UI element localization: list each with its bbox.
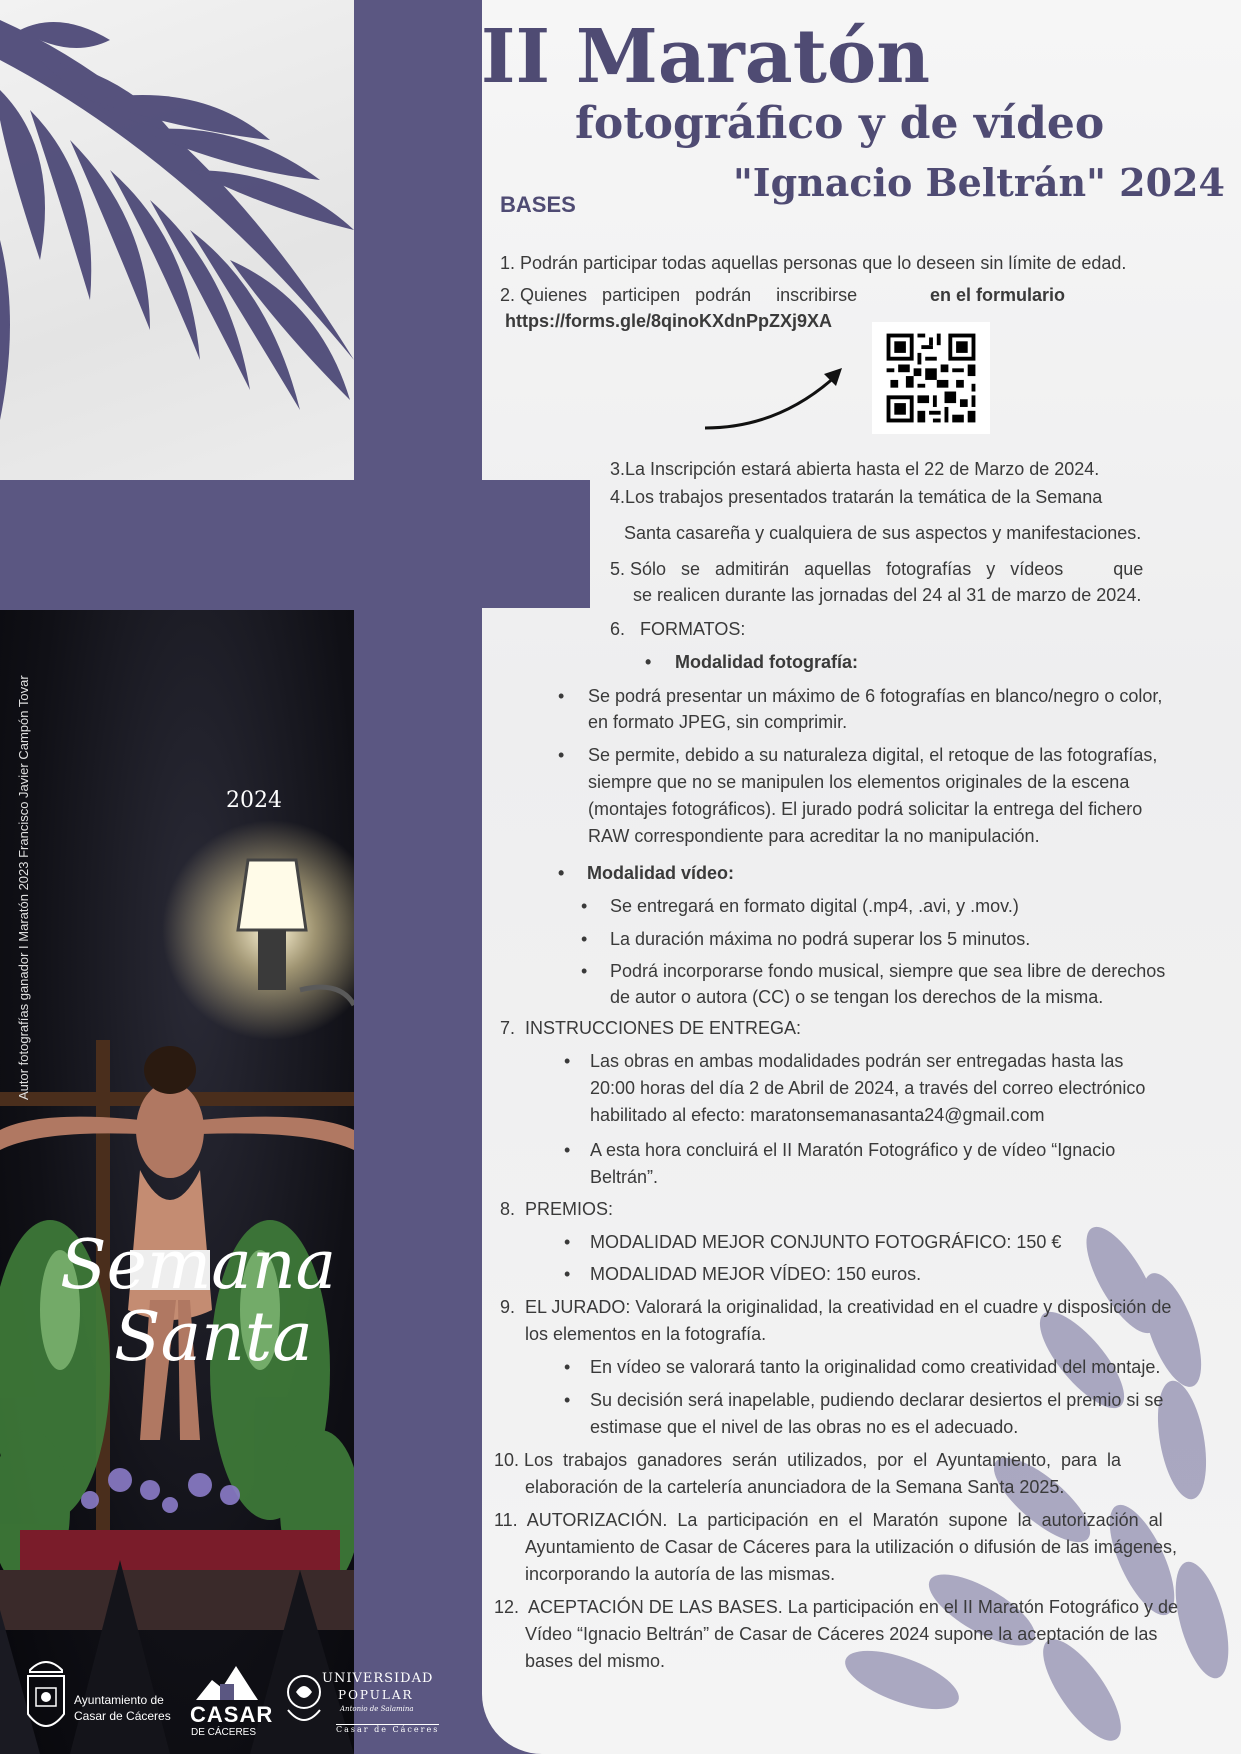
bullet: • [564, 1390, 571, 1410]
form-link[interactable]: https://forms.gle/8qinoKXdnPpZXj9XA [505, 311, 833, 331]
bullet: • [564, 1232, 571, 1252]
item-10-cont: elaboración de la cartelería anunciadora de la Semana Santa 2025. [525, 1477, 1065, 1497]
item-4-cont: Santa casareña y cualquiera de sus aspectos y manifestaciones. [624, 523, 1142, 543]
entrega-bullet-1: Las obras en ambas modalidades podrán ser entregadas hasta las [590, 1051, 1124, 1071]
item-6: 6. FORMATOS: [610, 619, 746, 639]
bullet: • [558, 745, 565, 765]
video-bullet-3: Podrá incorporarse fondo musical, siempre que sea libre de derechos [610, 961, 1166, 981]
video-bullet-2: La duración máxima no podrá superar los 5 minutos. [610, 929, 1031, 949]
foto-bullet-2-cont: RAW correspondiente para acreditar la no manipulación. [588, 826, 1040, 846]
bullet: • [564, 1357, 571, 1377]
video-heading: Modalidad vídeo: [587, 863, 735, 883]
item-2: 2. Quienes participen podrán inscribirse [500, 285, 858, 305]
item-8: 8. PREMIOS: [500, 1199, 614, 1219]
item-11-cont: Ayuntamiento de Casar de Cáceres para la utilización o difusión de las imágenes, [525, 1537, 1178, 1557]
up-line-3: Antonio de Salamina [340, 1705, 414, 1713]
poster-title [60, 1226, 337, 1377]
arrow-icon [700, 364, 850, 434]
item-7: 7. INSTRUCCIONES DE ENTREGA: [500, 1018, 802, 1038]
item-12: 12. ACEPTACIÓN DE LAS BASES. La participación en el II Maratón Fotográfico y de [494, 1597, 1178, 1617]
subtitle: fotográfico y de vídeo [575, 98, 1105, 149]
foto-bullet-2-cont: siempre que no se manipulen los elementos originales de la escena [588, 772, 1130, 792]
jury-bullet-2: Su decisión será inapelable, pudiendo declarar desiertos el premio si se [590, 1390, 1164, 1410]
bullet: • [581, 929, 588, 949]
bullet: • [564, 1051, 571, 1071]
coat-of-arms-icon [24, 1654, 68, 1738]
bullet: • [564, 1140, 571, 1160]
casar-logo-title: CASAR [190, 1702, 274, 1727]
item-3: 3.La Inscripción estará abierta hasta el 22 de Marzo de 2024. [610, 459, 1100, 479]
up-line-1: UNIVERSIDAD [322, 1671, 434, 1686]
item-12-cont: bases del mismo. [525, 1651, 666, 1671]
bullet: • [558, 686, 565, 706]
poster-title-line-1: Semana [60, 1226, 337, 1305]
poster-title-line-2: Santa [114, 1298, 313, 1377]
item-11-cont: incorporando la autoría de las mismas. [525, 1564, 836, 1584]
item-11: 11. AUTORIZACIÓN. La participación en el Maratón supone la autorización al [494, 1510, 1163, 1530]
entrega-bullet-2: A esta hora concluirá el II Maratón Fotográfico y de vídeo “Ignacio [590, 1140, 1116, 1160]
bases-heading: BASES [500, 192, 576, 217]
item-9: 9. EL JURADO: Valorará la originalidad, la creatividad en el cuadre y disposición de [500, 1297, 1172, 1317]
up-line-4: Casar de Cáceres [336, 1725, 440, 1734]
item-2-form: en el formulario [930, 285, 1066, 305]
foto-heading: Modalidad fotografía: [675, 652, 858, 672]
foto-bullet-1: Se podrá presentar un máximo de 6 fotografías en blanco/negro o color, [588, 686, 1163, 706]
poster-year: 2024 [226, 788, 282, 813]
casar-logo-icon [192, 1660, 262, 1704]
casar-logo-subtitle: DE CÁCERES [191, 1727, 257, 1738]
foto-bullet-1-cont: en formato JPEG, sin comprimir. [588, 712, 848, 732]
prize-2: MODALIDAD MEJOR VÍDEO: 150 euros. [590, 1264, 922, 1284]
item-1: 1. Podrán participar todas aquellas personas que lo deseen sin límite de edad. [500, 253, 1127, 273]
street-lamp-icon [0, 610, 354, 1754]
photo-credit: Autor fotografías ganador I Maratón 2023 Francisco Javier Campón Tovar [16, 675, 31, 1100]
entrega-bullet-2-cont: Beltrán”. [590, 1167, 659, 1187]
qr-code[interactable] [872, 322, 990, 434]
video-bullet-3-cont: de autor o autora (CC) o se tengan los derechos de la misma. [610, 987, 1104, 1007]
poster-photo [0, 610, 354, 1754]
edition-title: "Ignacio Beltrán" 2024 [733, 160, 1225, 205]
item-5: 5. Sólo se admitirán aquellas fotografías y vídeos que [610, 559, 1144, 579]
ayto-line-2: Casar de Cáceres [74, 1709, 171, 1723]
foto-bullet-2-cont: (montajes fotográficos). El jurado podrá solicitar la entrega del fichero [588, 799, 1143, 819]
item-12-cont: Vídeo “Ignacio Beltrán” de Casar de Cáceres 2024 supone la aceptación de las [525, 1624, 1158, 1644]
cross-bar-body [482, 480, 590, 608]
foto-bullet-2: Se permite, debido a su naturaleza digital, el retoque de las fotografías, [588, 745, 1158, 765]
ayto-line-1: Ayuntamiento de [74, 1693, 164, 1707]
up-line-2: POPULAR [338, 1688, 414, 1702]
entrega-bullet-1-cont: habilitado al efecto: maratonsemanasanta24@gmail.com [590, 1105, 1045, 1125]
bullet: • [564, 1264, 571, 1284]
item-5-cont: se realicen durante las jornadas del 24 al 31 de marzo de 2024. [633, 585, 1142, 605]
jury-bullet-1: En vídeo se valorará tanto la originalidad como creatividad del montaje. [590, 1357, 1161, 1377]
entrega-bullet-1-cont: 20:00 horas del día 2 de Abril de 2024, a través del correo electrónico [590, 1078, 1146, 1098]
item-4: 4.Los trabajos presentados tratarán la temática de la Semana [610, 487, 1103, 507]
bullet: • [581, 961, 588, 981]
bullet-foto: • [645, 652, 652, 672]
main-title: II Maratón [480, 14, 931, 100]
item-9-cont: los elementos en la fotografía. [525, 1324, 767, 1344]
bullet-video: • [558, 863, 565, 883]
video-bullet-1: Se entregará en formato digital (.mp4, .avi, y .mov.) [610, 896, 1019, 916]
prize-1: MODALIDAD MEJOR CONJUNTO FOTOGRÁFICO: 150 € [590, 1232, 1062, 1252]
item-10: 10. Los trabajos ganadores serán utilizados, por el Ayuntamiento, para la [494, 1450, 1122, 1470]
jury-bullet-2-cont: estimase que el nivel de las obras no es el adecuado. [590, 1417, 1019, 1437]
bullet: • [581, 896, 588, 916]
qr-code-icon [872, 322, 990, 434]
